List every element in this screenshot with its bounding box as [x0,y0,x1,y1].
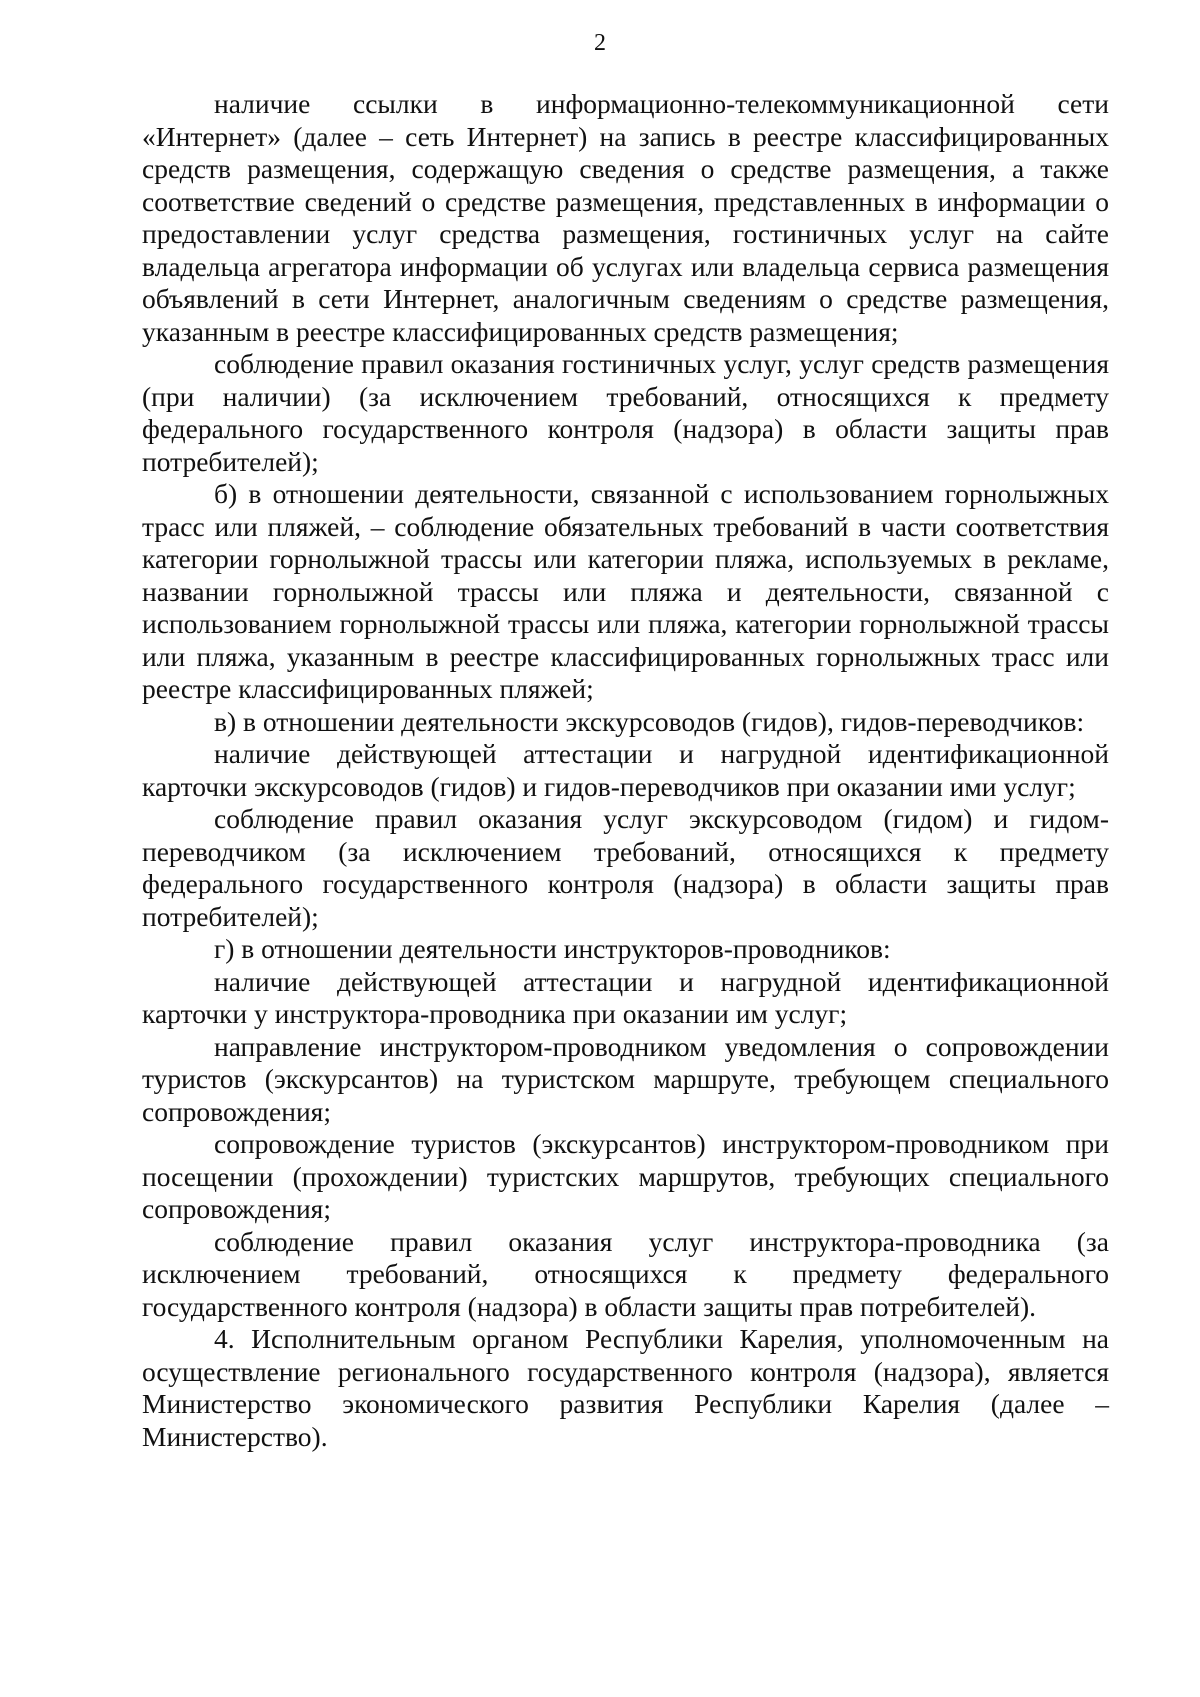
paragraph-instructor-accompaniment: сопровождение туристов (экскурсантов) инструктором-проводником при посещении (прохождении) туристских маршрутов, требующих специального сопровождения; [142,1128,1109,1224]
paragraph-ski-slopes-beaches: б) в отношении деятельности, связанной с использованием горнолыжных трасс или пляжей, – соблюдение обязательных требований в части соответствия категории горнолыжной трассы или категории пляжа, используемых в рекламе, названии горнолыжной трассы или пляжа и деятельности, связанной с использованием горнолыжной трассы или пляжа, категории горнолыжной трассы или пляжа, указанным в реестре классифицированных горнолыжных трасс или реестре классифицированных пляжей; [142,478,1109,704]
paragraph-guides-heading: в) в отношении деятельности экскурсоводов (гидов), гидов-переводчиков: [214,705,1085,737]
paragraph-guide-service-rules: соблюдение правил оказания услуг экскурсоводом (гидом) и гидом-переводчиком (за исключением требований, относящихся к предмету федерального государственного контроля (надзора) в области защиты прав потребителей); [142,803,1109,932]
paragraph-instructors-heading: г) в отношении деятельности инструкторов-проводников: [214,933,891,964]
paragraph-instructor-service-rules: соблюдение правил оказания услуг инструктора-проводника (за исключением требований, относящихся к предмету федерального государственного контроля (надзора) в области защиты прав потребителей). [142,1225,1109,1322]
document-body [142,88,1109,1453]
paragraph-hotel-service-rules: соблюдение правил оказания гостиничных услуг, услуг средств размещения (при наличии) (за исключением требований, относящихся к предмету федерального государственного контроля (надзора) в области защиты прав потребителей); [142,348,1109,477]
page-number: 2 [594,30,606,56]
paragraph-instructor-attestation: наличие действующей аттестации и нагрудной идентификационной карточки у инструктора-проводника при оказании им услуг; [142,965,1109,1029]
paragraph-instructor-notification: направление инструктором-проводником уведомления о сопровождении туристов (экскурсантов) на туристском маршруте, требующем специального сопровождения; [142,1030,1109,1127]
paragraph-executive-authority: 4. Исполнительным органом Республики Карелия, уполномоченным на осуществление регионального государственного контроля (надзора), является Министерство экономического развития Республики Карелия (далее – Министерство). [142,1323,1109,1452]
paragraph-accommodation-registry-link: наличие ссылки в информационно-телекоммуникационной сети «Интернет» (далее – сеть Интернет) на запись в реестре классифицированных средств размещения, содержащую сведения о средстве размещения, а также соответствие сведений о средстве размещения, представленных в информации о предоставлении услуг средства размещения, гостиничных услуг на сайте владельца агрегатора информации об услугах или владельца сервиса размещения объявлений в сети Интернет, аналогичным сведениям о средстве размещения, указанным в реестре классифицированных средств размещения; [142,88,1109,347]
paragraph-guide-attestation: наличие действующей аттестации и нагрудной идентификационной карточки экскурсоводов (гидов) и гидов-переводчиков при оказании ими услуг; [142,738,1109,802]
